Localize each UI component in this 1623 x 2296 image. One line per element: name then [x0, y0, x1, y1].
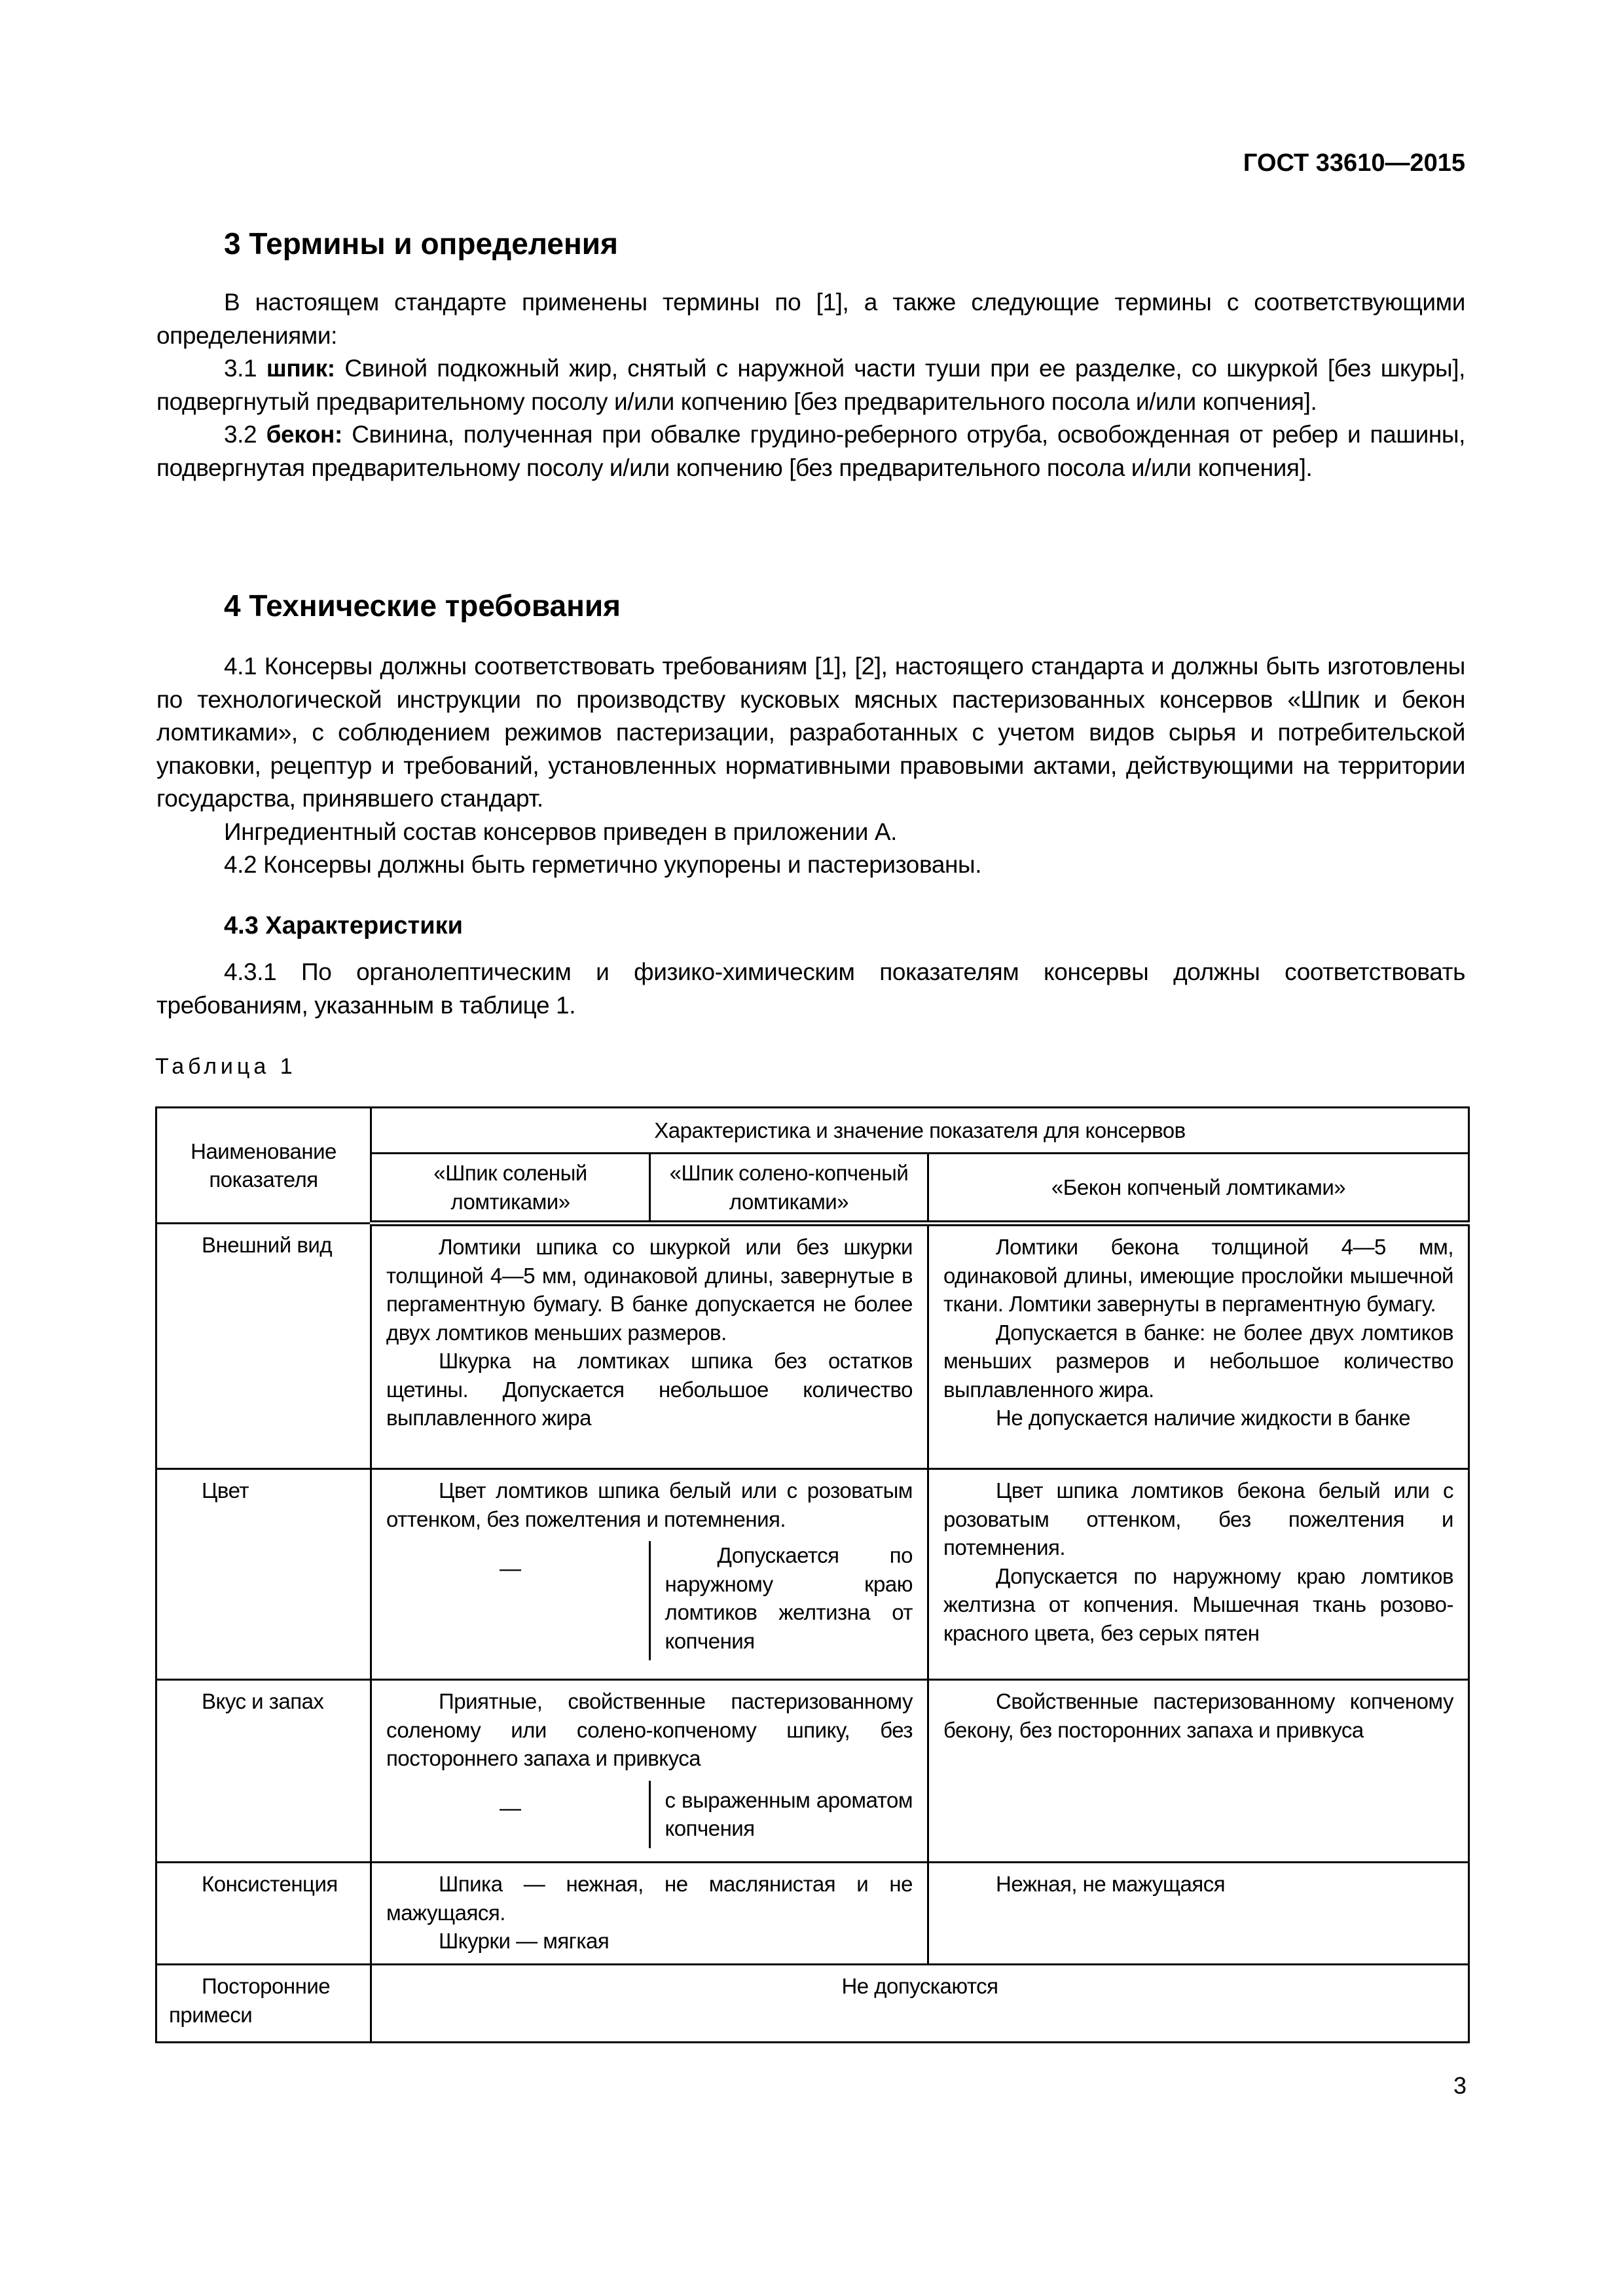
- row-name: [156, 1863, 371, 1965]
- document-code: ГОСТ 33610—2015: [1243, 149, 1465, 177]
- section-3-body: [156, 286, 1465, 484]
- paragraph-4-2: 4.2 Консервы должны быть герметично укупорены и пастеризованы.: [224, 851, 982, 878]
- term-label: бекон:: [266, 421, 342, 448]
- cell-text: Допускается по наружному краю ломтиков желтизна от копчения. Мышечная ткань розово-красного цвета, без серых пятен: [943, 1563, 1453, 1645]
- cell-bacon: [928, 1469, 1469, 1680]
- cell-bacon: [928, 1863, 1469, 1965]
- section-4-body: [156, 650, 1465, 882]
- row-name: [156, 1680, 371, 1863]
- table-row: [156, 1469, 1469, 1680]
- header-indicator-name: Наименование показателя: [156, 1108, 371, 1224]
- term-label: шпик:: [266, 355, 335, 382]
- cell-text: Ломтики шпика со шкуркой или без шкурки толщиной 4—5 мм, одинаковой длины, завернутые в пергаментную бумагу. В банке допускается не более двух ломтиков меньших размеров.: [386, 1235, 913, 1345]
- table-caption: Таблица 1: [155, 1054, 297, 1079]
- table-row: [156, 1224, 1469, 1469]
- term-number: 3.2: [224, 421, 257, 448]
- row-label: Консистенция: [202, 1872, 338, 1896]
- cell-text: Ломтики бекона толщиной 4—5 мм, одинаковой длины, имеющие прослойки мышечной ткани. Ломтики завернуты в пергаментную бумагу.: [943, 1235, 1453, 1316]
- cell-smoked: с выраженным ароматом копчения: [665, 1787, 913, 1840]
- section-4-heading: 4 Технические требования: [224, 589, 621, 623]
- cell-bacon: [928, 1680, 1469, 1863]
- cell-text: Не допускается наличие жидкости в банке: [996, 1406, 1411, 1430]
- cell-text: Свойственные пастеризованному копченому бекону, без посторонних запаха и привкуса: [943, 1689, 1453, 1742]
- subsection-4-3-heading: 4.3 Характеристики: [224, 912, 464, 939]
- row-name: [156, 1469, 371, 1680]
- paragraph-4-3-1: 4.3.1 По органолептическим и физико-химическим показателям консервы должны соответствовать требованиям, указанным в таблице 1.: [156, 958, 1465, 1019]
- cell-text: Цвет шпика ломтиков бекона белый или с розоватым оттенком, без пожелтения и потемнения.: [943, 1478, 1453, 1559]
- cell-text: Шкурки — мягкая: [439, 1929, 610, 1953]
- cell-smoked: Допускается по наружному краю ломтиков желтизна от копчения: [665, 1543, 913, 1653]
- cell-split: [372, 1541, 927, 1660]
- paragraph-4-3-1-block: [156, 956, 1465, 1022]
- table-row: [156, 1680, 1469, 1863]
- table-row: [156, 1965, 1469, 2043]
- table-row: [156, 1863, 1469, 1965]
- row-label: Цвет: [202, 1478, 249, 1503]
- row-label: Вкус и запах: [202, 1689, 324, 1713]
- cell-shpik: [371, 1469, 928, 1680]
- row-label: Посторонние примеси: [169, 1974, 331, 2027]
- cell-salted: —: [372, 1541, 651, 1660]
- paragraph-4-1: 4.1 Консервы должны соответствовать требованиям [1], [2], настоящего стандарта и должны быть изготовлены по технологической инструкции по производству кусковых мясных пастеризованных консервов «Шпик и бекон ломтиками», с соблюдением режимов пастеризации, разработанных с учетом видов сырья и потребительской упаковки, рецептур и требований, установленных нормативными правовыми актами, действующими на территории государства, принявшего стандарт.: [156, 653, 1465, 812]
- row-name: [156, 1965, 371, 2043]
- cell-text: Допускается в банке: не более двух ломтиков меньших размеров и небольшое количество выплавленного жира.: [943, 1320, 1453, 1402]
- cell-shpik: [371, 1680, 928, 1863]
- term-definition: Свинина, полученная при обвалке грудино-реберного отруба, освобожденная от ребер и пашины, подвергнутая предварительному посолу и/или копчению [без предварительного посола и/или копчения].: [156, 421, 1465, 481]
- cell-text: Цвет ломтиков шпика белый или с розоватым оттенком, без пожелтения и потемнения.: [386, 1478, 913, 1531]
- cell-salted: —: [372, 1781, 651, 1848]
- term-3-1: [156, 352, 1465, 418]
- section-3-intro: В настоящем стандарте применены термины по [1], а также следующие термины с соответствующими определениями:: [156, 289, 1465, 349]
- cell-shpik: [371, 1863, 928, 1965]
- section-3-heading: 3 Термины и определения: [224, 227, 618, 261]
- cell-shpik: [371, 1224, 928, 1469]
- term-definition: Свиной подкожный жир, снятый с наружной части туши при ее разделке, со шкуркой [без шкуры], подвергнутый предварительному посолу и/или копчению [без предварительного посола и/или копчения].: [156, 355, 1465, 415]
- cell-all: Не допускаются: [371, 1965, 1469, 2043]
- cell-bacon: [928, 1224, 1469, 1469]
- term-3-2: [156, 418, 1465, 484]
- cell-text: Нежная, не мажущаяся: [996, 1872, 1226, 1896]
- header-group: Характеристика и значение показателя для консервов: [371, 1108, 1469, 1154]
- cell-text: Шпика — нежная, не маслянистая и не мажущаяся.: [386, 1872, 913, 1925]
- cell-text: Приятные, свойственные пастеризованному соленому или солено-копченому шпику, без постороннего запаха и привкуса: [386, 1689, 913, 1770]
- header-salted-shpik: «Шпик соленый ломтиками»: [371, 1154, 650, 1224]
- page-number: 3: [1453, 2072, 1467, 2099]
- header-bacon: «Бекон копченый ломтиками»: [928, 1154, 1469, 1224]
- cell-text: Шкурка на ломтиках шпика без остатков щетины. Допускается небольшое количество выплавленного жира: [386, 1349, 913, 1430]
- cell-split: [372, 1781, 927, 1848]
- header-smoked-shpik: «Шпик солено-копченый ломтиками»: [650, 1154, 928, 1224]
- term-number: 3.1: [224, 355, 257, 382]
- paragraph-4-1-ingredients: Ингредиентный состав консервов приведен в приложении А.: [224, 818, 898, 845]
- row-name: [156, 1224, 371, 1469]
- row-label: Внешний вид: [202, 1233, 333, 1257]
- characteristics-table: [155, 1106, 1470, 2043]
